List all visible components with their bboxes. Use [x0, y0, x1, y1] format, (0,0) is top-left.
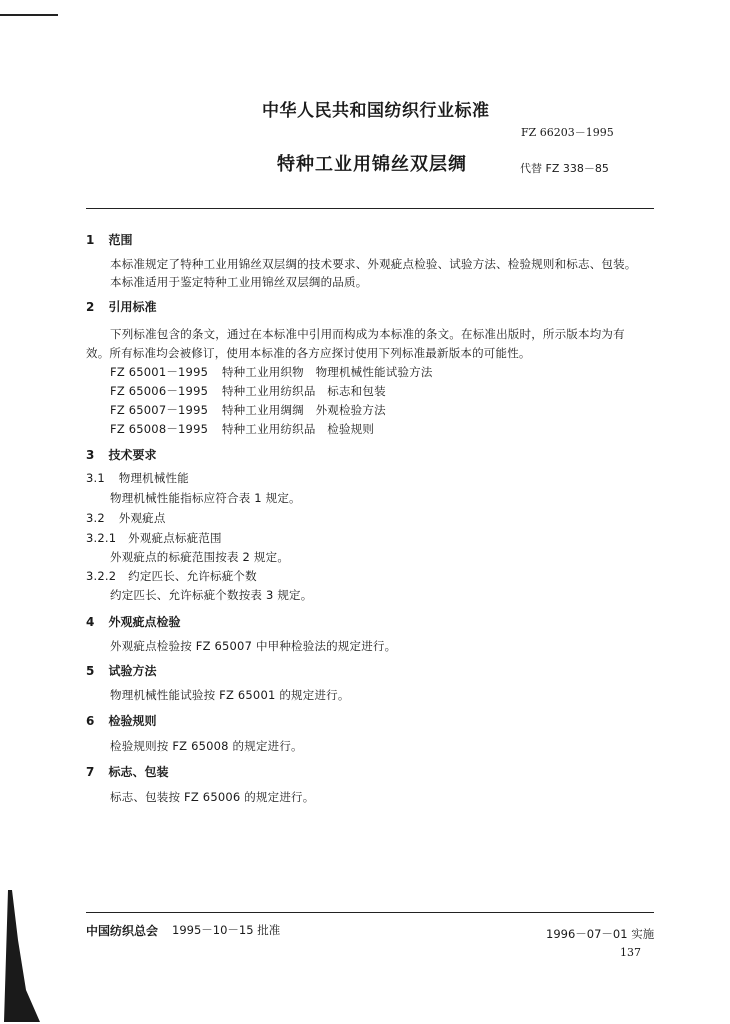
section-1-para-2: 本标准适用于鉴定特种工业用锦丝双层绸的品质。: [110, 275, 368, 289]
reference-item: [110, 364, 433, 380]
section-1-para-1: 本标准规定了特种工业用锦丝双层绸的技术要求、外观疵点检验、试验方法、检验规则和标志、包装。: [110, 257, 637, 271]
approval-date: 1995－10－15 批准: [172, 923, 281, 937]
section-title: 技术要求: [108, 448, 157, 462]
section-5-heading: [86, 662, 157, 679]
reference-item: [110, 402, 386, 418]
section-6-text: 检验规则按 FZ 65008 的规定进行。: [110, 739, 303, 753]
section-title: 引用标准: [108, 300, 157, 314]
org-line: 中华人民共和国纺织行业标准: [262, 101, 490, 121]
section-title: 检验规则: [108, 714, 157, 728]
footer-rule: [86, 912, 654, 913]
reference-name: 特种工业用绸绸 外观检验方法: [221, 403, 386, 417]
subsection-number: 3.2.2: [86, 569, 117, 583]
effective-date: 1996－07－01 实施: [546, 927, 655, 941]
reference-name: 特种工业用织物 物理机械性能试验方法: [221, 365, 433, 379]
reference-item: [110, 421, 374, 437]
section-number: 1: [86, 233, 95, 247]
section-5-text: 物理机械性能试验按 FZ 65001 的规定进行。: [110, 688, 350, 702]
section-2-para-line-2: 效。所有标准均会被修订，使用本标准的各方应探讨使用下列标准最新版本的可能性。: [86, 346, 531, 360]
subsection-3-2-1-text: 外观疵点的标疵范围按表 2 规定。: [110, 550, 290, 564]
section-title: 试验方法: [108, 664, 157, 678]
section-4-heading: [86, 613, 181, 630]
section-3-heading: [86, 446, 157, 463]
subsection-number: 3.2.1: [86, 531, 117, 545]
section-4-text: 外观疵点检验按 FZ 65007 中甲种检验法的规定进行。: [110, 639, 397, 653]
subsection-title: 约定匹长、允许标疵个数: [128, 569, 257, 583]
section-title: 标志、包装: [108, 765, 169, 779]
subsection-3-2-heading: [86, 510, 166, 526]
section-title: 外观疵点检验: [108, 615, 181, 629]
subsection-number: 3.1: [86, 471, 105, 485]
subsection-3-2-1-heading: [86, 530, 222, 546]
section-6-heading: [86, 712, 157, 729]
subsection-3-2-2-text: 约定匹长、允许标疵个数按表 3 规定。: [110, 588, 313, 602]
subsection-title: 外观疵点标疵范围: [128, 531, 222, 545]
subsection-title: 外观疵点: [118, 511, 166, 525]
section-number: 3: [86, 448, 95, 462]
reference-code: FZ 65001－1995: [110, 365, 209, 379]
header-rule: [86, 208, 654, 209]
scan-edge-mark: [0, 14, 58, 16]
replaces-standard: 代替 FZ 338－85: [520, 162, 609, 175]
issuing-organization: 中国纺织总会: [86, 924, 159, 938]
section-number: 2: [86, 300, 95, 314]
section-number: 5: [86, 664, 95, 678]
subsection-3-1-heading: [86, 470, 189, 486]
section-number: 6: [86, 714, 95, 728]
section-2-heading: [86, 298, 157, 315]
standard-number: FZ 66203－1995: [521, 126, 614, 139]
section-7-text: 标志、包装按 FZ 65006 的规定进行。: [110, 790, 315, 804]
document-title: 特种工业用锦丝双层绸: [277, 154, 467, 175]
reference-name: 特种工业用纺织品 标志和包装: [221, 384, 386, 398]
subsection-title: 物理机械性能: [118, 471, 189, 485]
section-7-heading: [86, 763, 169, 780]
reference-code: FZ 65008－1995: [110, 422, 209, 436]
subsection-3-1-text: 物理机械性能指标应符合表 1 规定。: [110, 491, 301, 505]
section-number: 7: [86, 765, 95, 779]
reference-code: FZ 65006－1995: [110, 384, 209, 398]
page-number: 137: [620, 946, 641, 959]
section-2-para-line-1: 下列标准包含的条文，通过在本标准中引用而构成为本标准的条文。在标准出版时，所示版本均为有: [110, 327, 625, 341]
reference-name: 特种工业用纺织品 检验规则: [221, 422, 375, 436]
reference-item: [110, 383, 386, 399]
section-title: 范围: [108, 233, 133, 247]
scan-binding-shadow: [0, 880, 46, 1024]
subsection-number: 3.2: [86, 511, 105, 525]
section-number: 4: [86, 615, 95, 629]
section-1-heading: [86, 231, 133, 248]
reference-code: FZ 65007－1995: [110, 403, 209, 417]
subsection-3-2-2-heading: [86, 568, 257, 584]
